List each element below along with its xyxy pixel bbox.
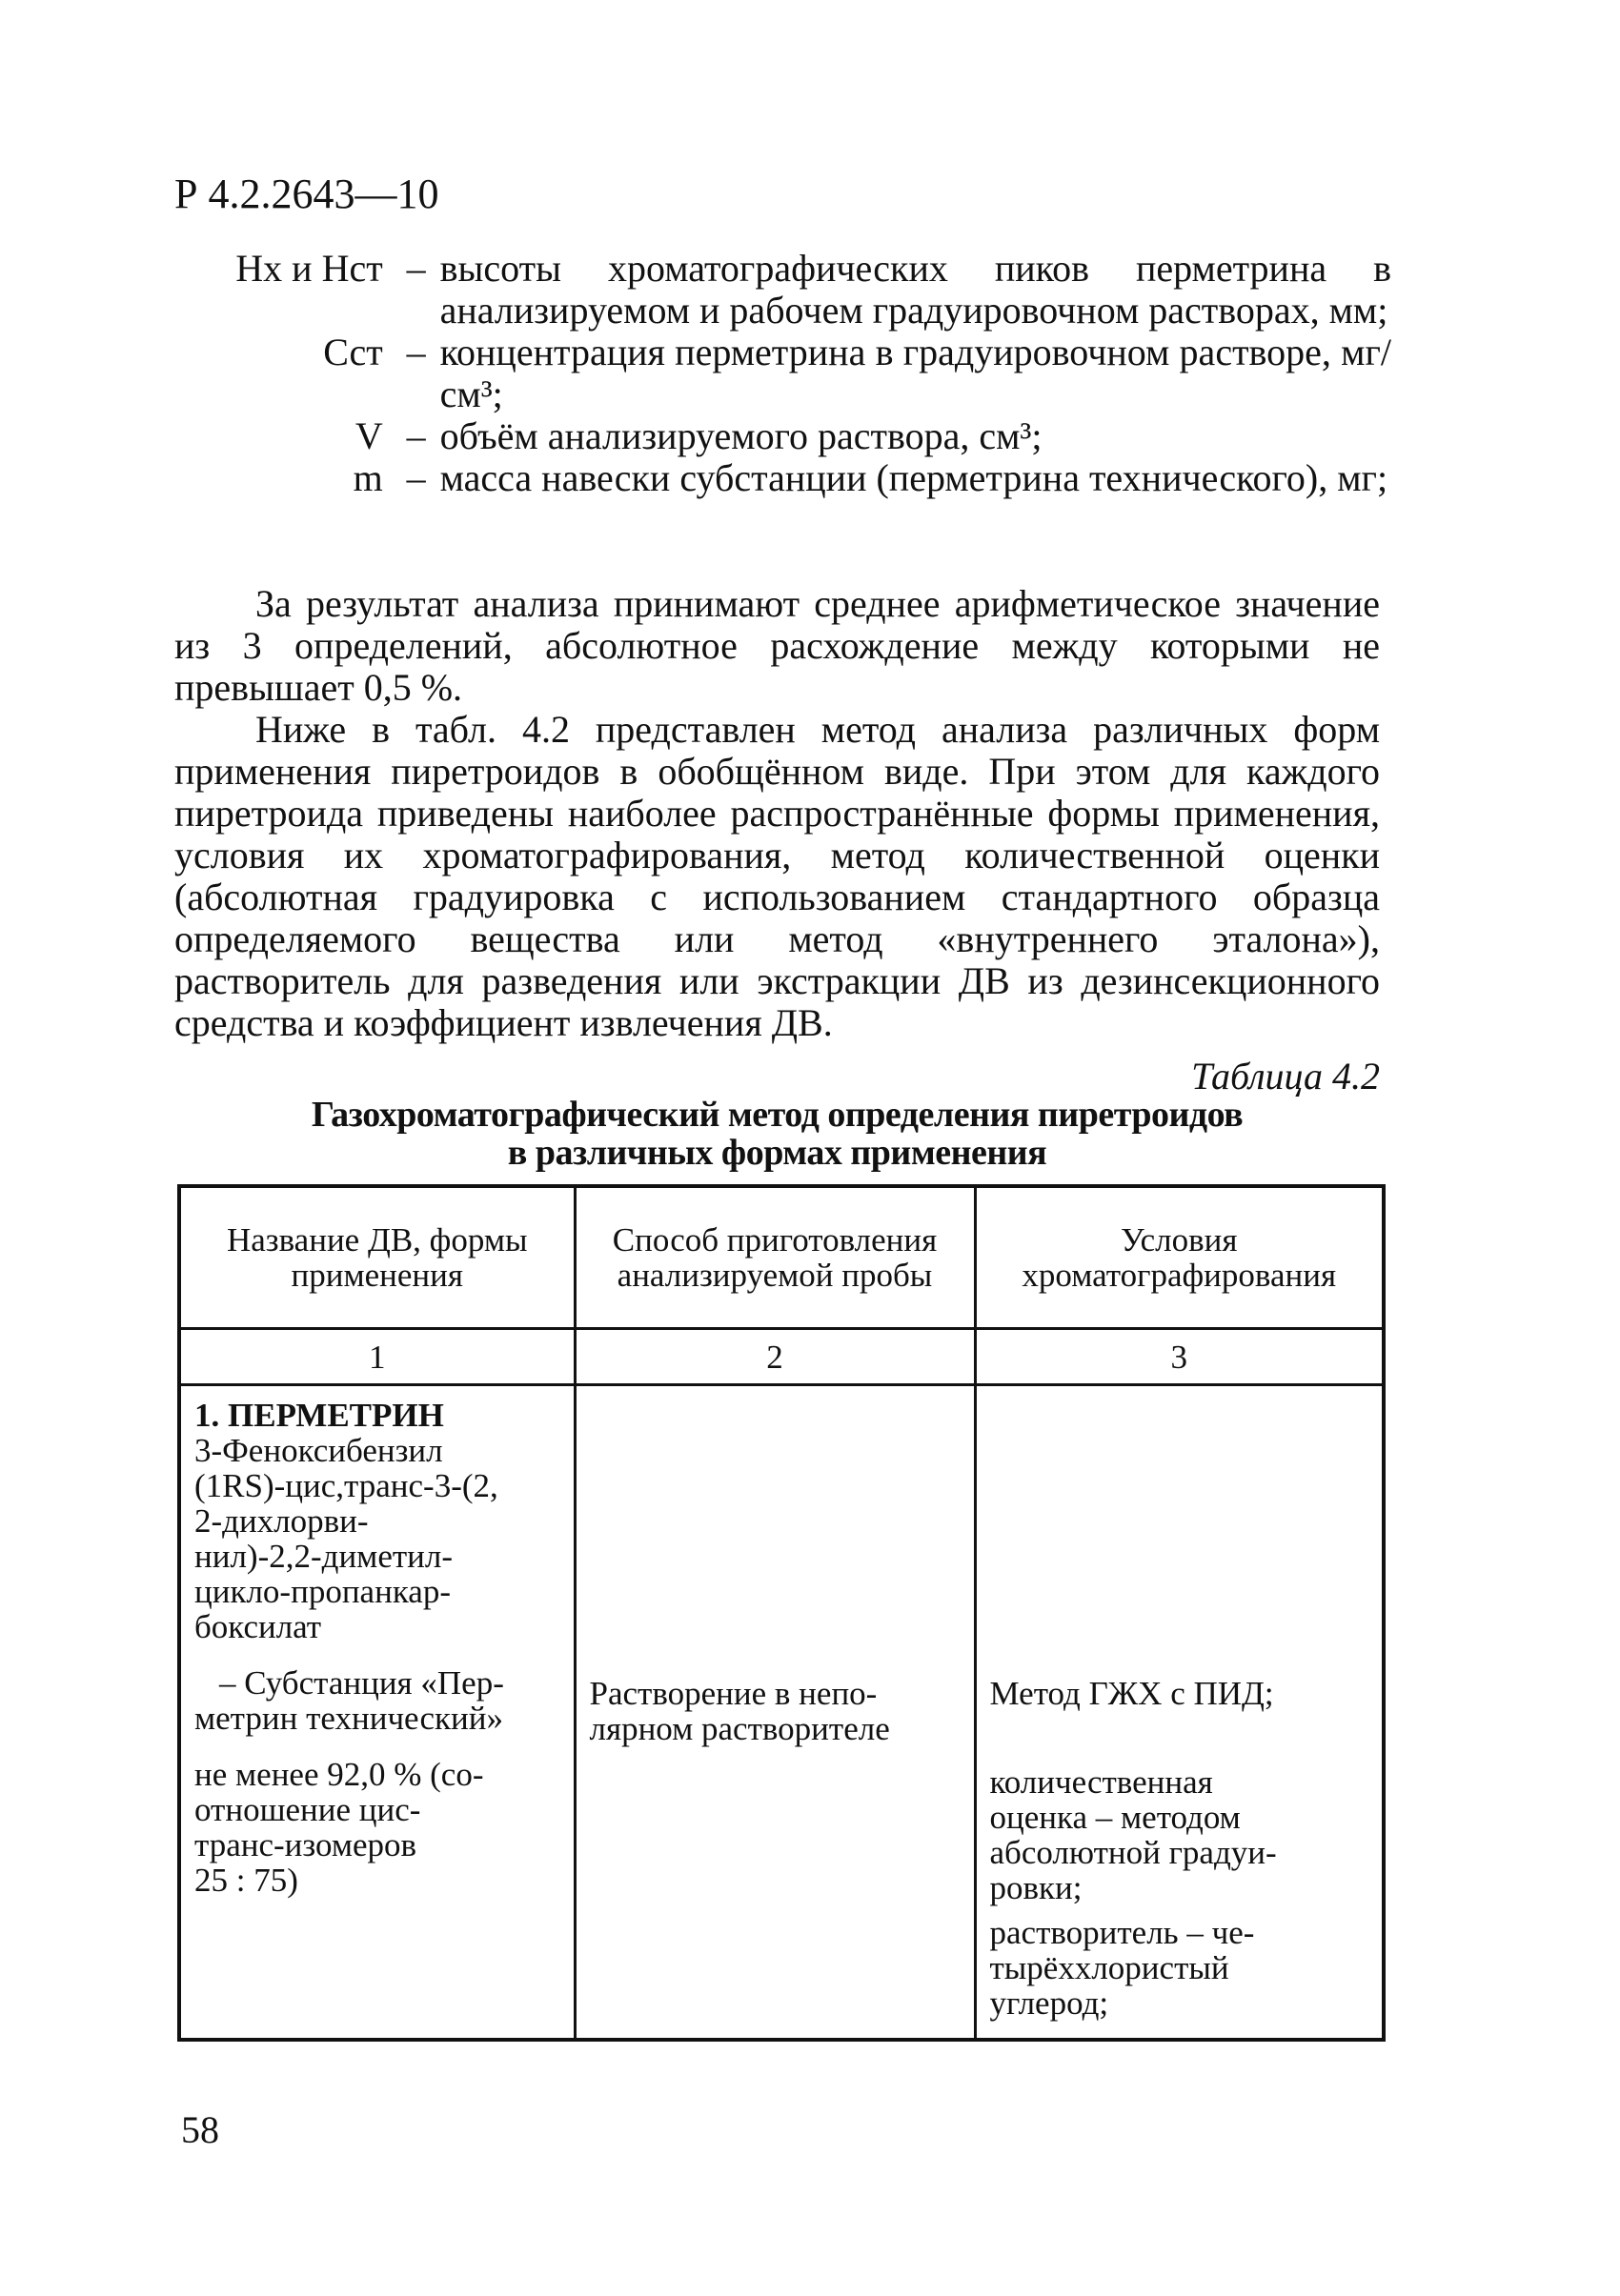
method-paragraph: Ниже в табл. 4.2 представлен метод анализа различных форм применения пиретроидов в обобщённом виде. При этом для каждого пиретроида приведены наиболее распространённые формы применения, условия их хроматографирования, метод количественной оценки (абсолютная градуировка с использованием стандартного образца определяемого вещества или метод «внутреннего эталона»), растворитель для разведения или экстракции ДВ из дезинсекционного средства и коэффициент извлечения ДВ. (174, 708, 1380, 1044)
definition-text: объём анализируемого раствора, см³; (439, 414, 1043, 457)
application-form-line: метрин технический» (194, 1700, 503, 1737)
chemical-name-line: боксилат (194, 1608, 322, 1645)
table-label: Таблица 4.2 (1191, 1055, 1380, 1098)
column-number: 2 (575, 1329, 975, 1385)
conditions-line: растворитель – че- (989, 1914, 1255, 1951)
conditions-line: тырёххлористый (989, 1949, 1229, 1986)
conditions-line: ровки; (989, 1869, 1083, 1906)
preparation-line: лярном растворителе (589, 1710, 890, 1747)
definition-text: масса навески субстанции (перметрина технического), мг; (439, 456, 1388, 499)
definition-row (210, 248, 1391, 332)
definition-symbol: Hx и Hст (235, 247, 383, 290)
conditions-line: оценка – методом (989, 1799, 1241, 1836)
chemical-name-line: 3-Феноксибензил (194, 1432, 443, 1469)
definition-dash: – (406, 331, 426, 373)
column-header-name: Название ДВ, формы применения (179, 1186, 575, 1329)
table-title (174, 1096, 1380, 1172)
isomer-ratio-line: отношение цис- (194, 1791, 421, 1828)
table-header-row (179, 1186, 1384, 1329)
isomer-ratio-line: не менее 92,0 % (со- (194, 1756, 484, 1793)
page-number: 58 (181, 2108, 219, 2151)
table-title-line: Газохроматографический метод определения пиретроидов (311, 1095, 1244, 1135)
definition-dash: – (406, 247, 426, 290)
definition-row (210, 415, 1391, 457)
table-row (179, 1385, 1384, 2041)
column-number: 1 (179, 1329, 575, 1385)
definition-text: высоты хроматографических пиков перметрина в анализируемом и рабочем градуировочном растворах, мм; (439, 247, 1391, 332)
definition-row (210, 332, 1391, 415)
column-number-row (179, 1329, 1384, 1385)
chemical-name-line: (1RS)-цис,транс-3-(2, (194, 1467, 498, 1504)
conditions-method: Метод ГЖХ с ПИД; (989, 1675, 1274, 1712)
definition-text: концентрация перметрина в градуировочном растворе, мг/см³; (439, 331, 1391, 415)
conditions-line: абсолютной градуи- (989, 1834, 1277, 1871)
definition-symbol: m (353, 456, 383, 499)
pyrethroid-table (177, 1184, 1386, 2042)
chemical-name-line: нил)-2,2-диметил- (194, 1538, 454, 1575)
column-header-conditions: Условия хроматографирования (975, 1186, 1384, 1329)
table-title-line: в различных формах применения (507, 1133, 1047, 1173)
definition-dash: – (406, 456, 426, 499)
conditions-cell (975, 1385, 1384, 2041)
definition-dash: – (406, 414, 426, 457)
chemical-name-line: 2-дихлорви- (194, 1502, 369, 1540)
substance-cell (179, 1385, 575, 2041)
result-paragraph: За результат анализа принимают среднее арифметическое значение из 3 определений, абсолютное расхождение между которыми не превышает 0,5 %. (174, 582, 1380, 709)
definition-symbol: V (354, 414, 383, 457)
symbol-definitions (210, 248, 1391, 499)
document-code: Р 4.2.2643—10 (174, 171, 439, 217)
preparation-cell (575, 1385, 975, 2041)
definition-symbol: Сст (323, 331, 383, 373)
isomer-ratio-line: транс-изомеров (194, 1826, 417, 1863)
column-number: 3 (975, 1329, 1384, 1385)
preparation-line: Растворение в непо- (589, 1675, 878, 1712)
substance-name: 1. ПЕРМЕТРИН (194, 1397, 444, 1434)
definition-row (210, 457, 1391, 499)
conditions-line: углерод; (989, 1984, 1109, 2022)
conditions-line: количественная (989, 1763, 1213, 1801)
chemical-name-line: цикло-пропанкар- (194, 1573, 451, 1610)
application-form-line: – Субстанция «Пер- (219, 1664, 504, 1702)
column-header-preparation: Способ приготовления анализируемой пробы (575, 1186, 975, 1329)
isomer-ratio-line: 25 : 75) (194, 1862, 298, 1899)
